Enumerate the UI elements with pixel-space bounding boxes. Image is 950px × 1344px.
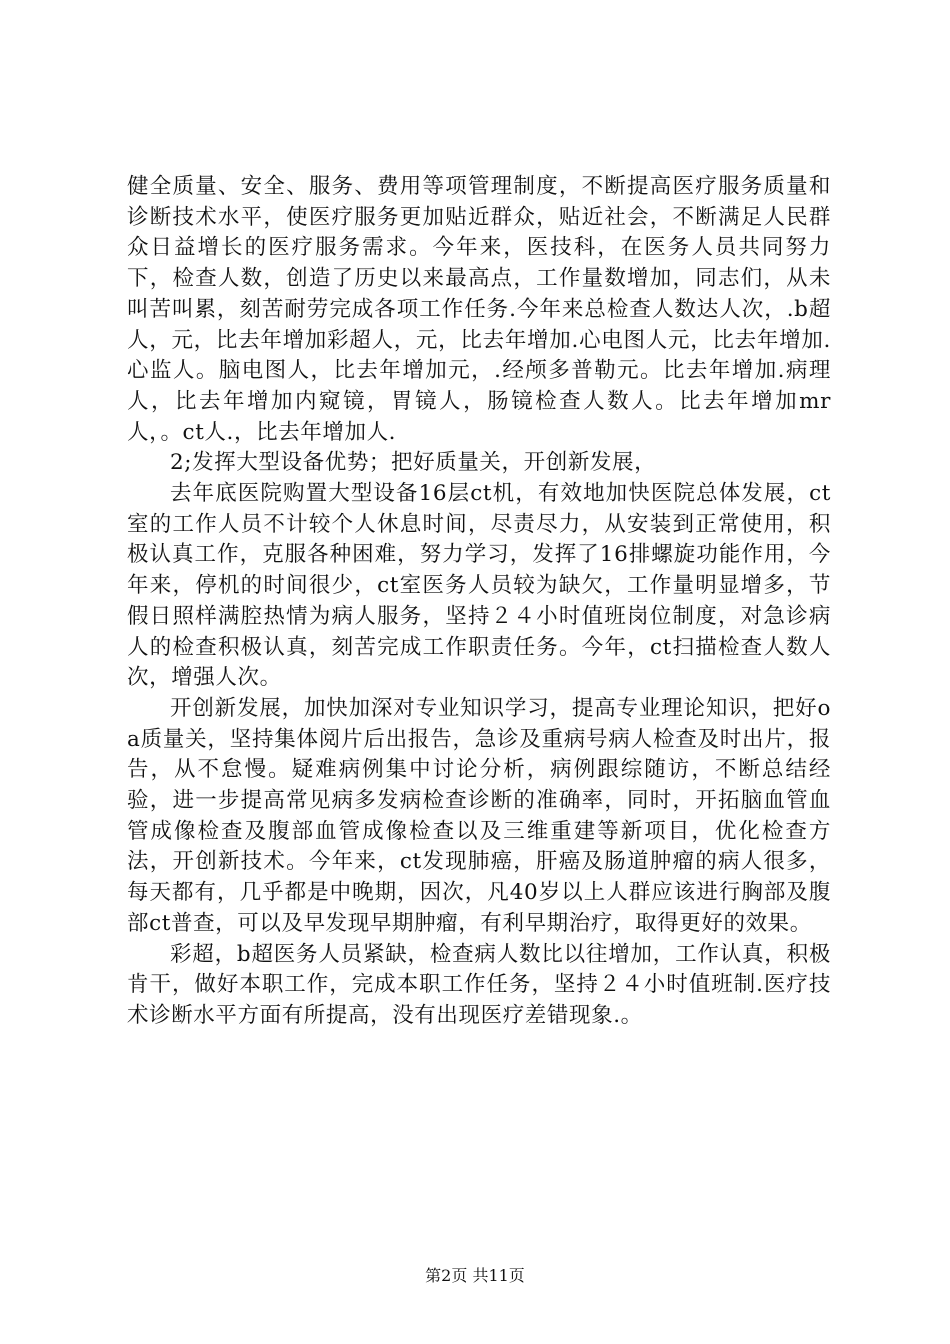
paragraph-2-heading: 2;发挥大型设备优势；把好质量关，开创新发展， <box>170 450 657 476</box>
paragraph-5: 彩超，b超医务人员紧缺，检查病人数比以往增加，工作认真，积极肯干，做好本职工作，完成本职工作任务，坚持２４小时值班制.医疗技术诊断水平方面有所提高，没有出现医疗差错现象.。 <box>127 941 831 1028</box>
page-number-footer: 第2页 共11页 <box>425 1266 525 1285</box>
paragraph-4: 开创新发展，加快加深对专业知识学习，提高专业理论知识，把好oa质量关，坚持集体阅片后出报告，急诊及重病号病人检查及时出片，报告，从不怠慢。疑难病例集中讨论分析，病例跟综随访，不断总结经验，进一步提高常见病多发病检查诊断的准确率，同时，开拓脑血管血管成像检查及腹部血管成像检查以及三维重建等新项目，优化检查方法，开创新技术。今年来，ct发现肺癌，肝癌及肠道肿瘤的病人很多，每天都有，几乎都是中晚期，因次，凡40岁以上人群应该进行胸部及腹部ct普查，可以及早发现早期肿瘤，有利早期治疗，取得更好的效果。 <box>127 695 831 936</box>
document-body <box>127 172 831 1032</box>
paragraph-3: 去年底医院购置大型设备16层ct机，有效地加快医院总体发展，ct室的工作人员不计较个人休息时间，尽责尽力，从安装到正常使用，积极认真工作，克服各种困难，努力学习，发挥了16排螺旋功能作用，今年来，停机的时间很少，ct室医务人员较为缺欠，工作量明显增多，节假日照样满腔热情为病人服务，坚持２４小时值班岗位制度，对急诊病人的检查积极认真，刻苦完成工作职责任务。今年，ct扫描检查人数人次，增强人次。 <box>127 481 831 691</box>
paragraph-1: 健全质量、安全、服务、费用等项管理制度，不断提高医疗服务质量和诊断技术水平，使医疗服务更加贴近群众，贴近社会，不断满足人民群众日益增长的医疗服务需求。今年来，医技科，在医务人员共同努力下，检查人数，创造了历史以来最高点，工作量数增加，同志们，从未叫苦叫累，刻苦耐劳完成各项工作任务.今年来总检查人数达人次，.b超人，元，比去年增加彩超人，元，比去年增加.心电图人元，比去年增加.心监人。脑电图人，比去年增加元，.经颅多普勒元。比去年增加.病理人，比去年增加内窥镜，胃镜人，肠镜检查人数人。比去年增加mr人，。ct人.，比去年增加人. <box>127 174 831 445</box>
